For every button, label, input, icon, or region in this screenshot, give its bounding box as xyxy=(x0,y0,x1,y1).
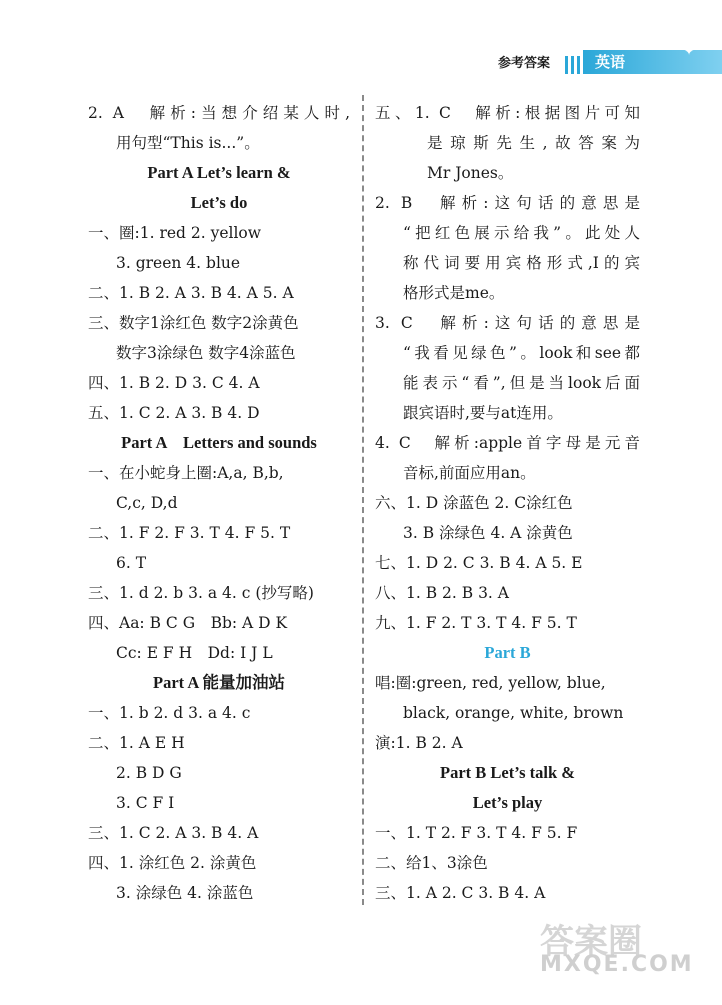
column-divider xyxy=(362,95,364,905)
answer-line: 能表示“看”,但是当look后面 xyxy=(403,374,640,392)
answer-line: 称代词要用宾格形式,I的宾 xyxy=(403,254,640,272)
answer-line: 二、1. A E H xyxy=(88,734,185,752)
answer-line: Part A Letters and sounds xyxy=(121,433,317,452)
sparkle-icon: ✦ xyxy=(684,44,695,58)
answer-line: Cc: E F H Dd: I J L xyxy=(116,644,273,662)
answer-line: 三、1. C 2. A 3. B 4. A xyxy=(88,824,259,842)
answer-line: 6. T xyxy=(116,554,147,572)
watermark xyxy=(540,914,710,984)
answer-line: 音标,前面应用an。 xyxy=(403,464,536,482)
right-column xyxy=(375,98,640,908)
answer-line: 演:1. B 2. A xyxy=(375,734,463,752)
answer-line: 2. B 解析:这句话的意思是 xyxy=(375,194,640,212)
answer-line: 二、给1、3涂色 xyxy=(375,854,488,872)
answer-line: “把红色展示给我”。此处人 xyxy=(403,224,640,242)
answer-line: 三、1. A 2. C 3. B 4. A xyxy=(375,884,546,902)
answer-line: “我看见绿色”。look和see都 xyxy=(403,344,640,362)
answer-line: 4. C 解析:apple首字母是元音 xyxy=(375,434,640,452)
page-header xyxy=(0,44,722,80)
answer-line: 二、1. F 2. F 3. T 4. F 5. T xyxy=(88,524,291,542)
answer-line: Let’s play xyxy=(472,793,543,812)
answer-line: 唱:圈:green, red, yellow, blue, xyxy=(375,674,606,692)
answer-line: Part B Let’s talk & xyxy=(439,763,576,782)
answer-line: 2. A 解析:当想介绍某人时, xyxy=(88,104,350,122)
answer-line: black, orange, white, brown xyxy=(403,704,624,722)
answer-line: 3. C F I xyxy=(116,794,175,812)
answer-line: 四、1. B 2. D 3. C 4. A xyxy=(88,374,260,392)
subject-label: 英语 xyxy=(595,53,626,71)
header-bars-decoration xyxy=(563,52,583,74)
watermark-logo: 答案圈 xyxy=(540,922,642,962)
answer-line: 三、1. d 2. b 3. a 4. c (抄写略) xyxy=(88,584,314,602)
answer-line: 格形式是me。 xyxy=(403,284,505,302)
answer-line: 3. C 解析:这句话的意思是 xyxy=(375,314,640,332)
answer-line: 二、1. B 2. A 3. B 4. A 5. A xyxy=(88,284,294,302)
answer-line: 三、数字1涂红色 数字2涂黄色 xyxy=(88,314,299,332)
answer-line: C,c, D,d xyxy=(116,494,178,512)
answer-line: 一、圈:1. red 2. yellow xyxy=(88,224,262,242)
answer-line: 3. 涂绿色 4. 涂蓝色 xyxy=(116,884,254,902)
left-column xyxy=(88,98,350,908)
answer-line: 3. B 涂绿色 4. A 涂黄色 xyxy=(403,524,573,542)
answer-line: 五、1. C 解析:根据图片可知 xyxy=(375,104,640,122)
answer-line: 一、在小蛇身上圈:A,a, B,b, xyxy=(88,464,284,482)
answer-line: 七、1. D 2. C 3. B 4. A 5. E xyxy=(375,554,583,572)
watermark-site: MXQE.COM xyxy=(540,952,694,977)
answer-key-label: 参考答案 xyxy=(498,56,551,71)
answer-line: 用句型“This is...”。 xyxy=(116,134,260,152)
answer-line: Part A Let’s learn & xyxy=(147,163,291,182)
answer-line: 五、1. C 2. A 3. B 4. D xyxy=(88,404,260,422)
answer-line: Let’s do xyxy=(190,193,248,212)
answer-line: 2. B D G xyxy=(116,764,182,782)
answer-line: 九、1. F 2. T 3. T 4. F 5. T xyxy=(375,614,577,632)
answer-line: 是琼斯先生,故答案为 xyxy=(427,134,640,152)
answer-line: 一、1. T 2. F 3. T 4. F 5. F xyxy=(375,824,578,842)
answer-line: Part A 能量加油站 xyxy=(153,673,285,692)
answer-line: Mr Jones。 xyxy=(427,164,514,182)
answer-line: 一、1. b 2. d 3. a 4. c xyxy=(88,704,251,722)
answer-line: 四、Aa: B C G Bb: A D K xyxy=(88,614,288,632)
answer-line: 数字3涂绿色 数字4涂蓝色 xyxy=(116,344,296,362)
answer-line: 八、1. B 2. B 3. A xyxy=(375,584,509,602)
answer-line: 四、1. 涂红色 2. 涂黄色 xyxy=(88,854,257,872)
answer-line: 跟宾语时,要与at连用。 xyxy=(403,404,563,422)
answer-line: 3. green 4. blue xyxy=(116,254,241,272)
answer-line: 六、1. D 涂蓝色 2. C涂红色 xyxy=(375,494,573,512)
subject-tab xyxy=(583,50,722,74)
answer-line: Part B xyxy=(484,643,531,662)
